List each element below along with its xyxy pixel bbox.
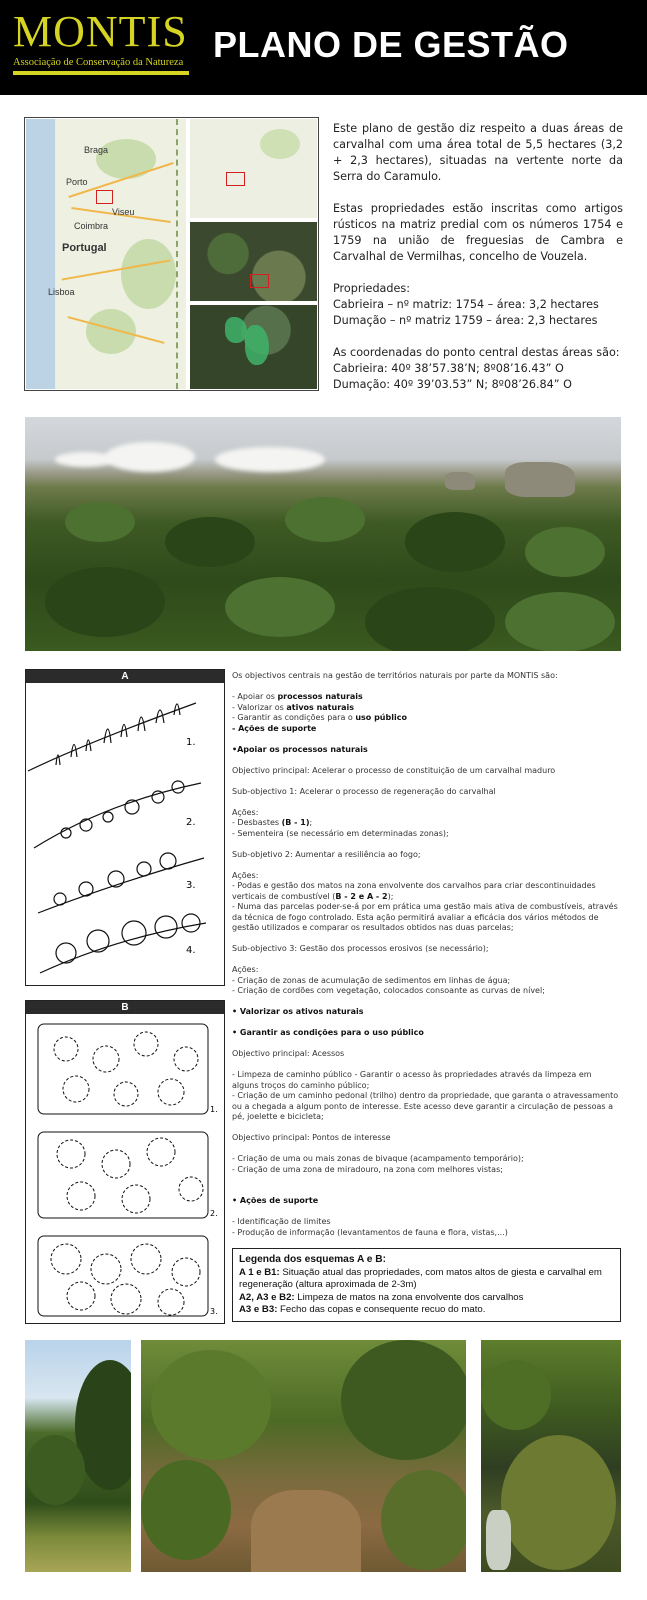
forest-photo-1 [25,1340,131,1572]
logo-subtitle: Associação de Conservação da Natureza [13,57,184,68]
sketch-b [25,1000,225,1324]
logo-underline [13,71,189,75]
area-marker [96,190,113,204]
legend-item-3: A3 e B3: Fecho das copas e consequente recuo do mato. [239,1304,486,1315]
map-label-coimbra: Coimbra [74,221,109,231]
logo-name: MONTIS [13,7,188,56]
property-1: Cabrieira – nº matriz: 1754 – área: 3,2 hectares [333,298,599,311]
property-2: Dumação – nº matriz 1759 – área: 2,3 hectares [333,314,598,327]
bullet-processos-naturais: processos naturais [277,692,363,701]
page-title: PLANO DE GESTÃO [213,24,569,65]
sketch-a [25,669,225,986]
intro-paragraph-1: Este plano de gestão diz respeito a duas áreas de carvalhal com uma área total de 5,5 hectares (3,2 + 2,3 hectares), situadas na vertente norte da Serra do Caramulo. [333,122,623,183]
satellite-map [190,222,317,301]
legend-item-1: A 1 e B1: Situação atual das propriedades, com matos altos de giesta e carvalhal em regeneração (altura aproximada de 2-3m) [239,1266,602,1290]
section-uso-publico: • Garantir as condições para o uso público [232,1028,424,1037]
sketch-b-num-1: 1. [210,1105,218,1114]
map-label-viseu: Viseu [112,207,135,217]
sketch-b-num-2: 2. [210,1209,218,1218]
sketch-a-num-4: 4. [186,945,196,956]
sketch-b-drawing [26,1014,224,1323]
sketch-a-num-2: 2. [186,817,196,828]
map-label-braga: Braga [84,145,109,155]
regional-map [190,119,317,218]
section-ativos-naturais: • Valorizar os ativos naturais [232,1007,364,1016]
coords-title: As coordenadas do ponto central destas áreas são: [333,346,620,359]
map-label-portugal: Portugal [62,242,107,254]
legend-title: Legenda dos esquemas A e B: [239,1254,387,1265]
coord-1: Cabrieira: 40º 38’57.38’N; 8º08’16.43” O [333,362,564,375]
sketch-a-drawing [26,683,224,985]
portugal-map [26,119,186,389]
forest-path-photo [141,1340,466,1572]
objectives-text: Os objectivos centrais na gestão de territórios naturais por parte da MONTIS são: - Apoiar os processos naturais - Valorizar os ativos naturais - Garantir as condições para o uso público - Ações de suporte •Apoiar os processos naturais Objectivo principal: Acelerar o processo de constituição de um carvalhal maduro Sub-objectivo 1: Acelerar o processo de regeneração do carvalhal Ações: - Desbastes (B - 1); - Sementeira (se necessário em determinadas zonas); Sub-objetivo 2: Aumentar a resiliência ao fogo; Ações: - Podas e gestão dos matos na zona envolvente dos carvalhos para criar descontinuidades verticais de combustível (B - 2 e A - 2); - Numa das parcelas poder-se-á por em prática uma gestão mais ativa de combustíveis, através da técnica de fogo controlado. Esta ação permitirá avaliar a eficácia dos vários métodos de gestão utilizados e comparar os resultados obtidos nas duas parcelas; Sub-objectivo 3: Gestão dos processos erosivos (se necessário); Ações: - Criação de zonas de acumulação de sedimentos em linhas de água; - Criação de cordões com vegetação, colocados consoante as curvas de nível; • Valorizar os ativos naturais • Garantir as condições para o uso público Objectivo principal: Acessos - Limpeza de caminho público - Garantir o acesso às propriedades através da limpeza em alguns troços do caminho público; - Criação de um caminho pedonal (trilho) dentro da propriedade, que garanta o atravessamento ou a chegada a algum ponto de interesse. Este acesso deve garantir a circulação de pessoas a pé, joelette e bicicleta; Objectivo principal: Pontos de interesse - Criação de uma ou mais zonas de bivaque (acampamento temporário); - Criação de uma zona de miradouro, na zona com melhores vistas; • Ações de suporte - Identificação de limites - Produção de informação (levantamentos de fauna e flora, vistas,...) [232,671,619,1237]
legend-item-2: A2, A3 e B2: Limpeza de matos na zona envolvente dos carvalhos [239,1291,524,1303]
header [0,0,647,95]
sketch-a-header: A [26,670,224,683]
intro-text [333,121,623,393]
map-label-lisboa: Lisboa [48,287,75,297]
bullet-acoes-suporte: - Ações de suporte [232,723,317,733]
sketch-a-num-3: 3. [186,880,196,891]
location-maps [24,117,319,391]
stream-photo [481,1340,621,1572]
map-label-porto: Porto [66,177,88,187]
satellite-detail-map [190,305,317,389]
properties-title: Propriedades: [333,282,410,295]
coord-2: Dumação: 40º 39’03.53” N; 8º08’26.84” O [333,378,572,391]
legend-box [232,1248,621,1322]
landscape-photo [25,417,621,651]
objectives-intro: Os objectivos centrais na gestão de territórios naturais por parte da MONTIS são: [232,671,558,680]
intro-paragraph-2: Estas propriedades estão inscritas como artigos rústicos na matriz predial com os números 1754 e 1759 na união de freguesias de Cambra e Carvalhal de Vermilhas, concelho de Vouzela. [333,202,623,263]
section-processos-naturais: •Apoiar os processos naturais [232,744,368,754]
bullet-ativos-naturais: ativos naturais [286,702,355,712]
sketch-a-num-1: 1. [186,737,196,748]
sketch-b-num-3: 3. [210,1307,218,1316]
sketch-b-header: B [26,1001,224,1014]
section-acoes-suporte: • Ações de suporte [232,1196,319,1205]
bullet-uso-publico: uso público [355,713,407,722]
